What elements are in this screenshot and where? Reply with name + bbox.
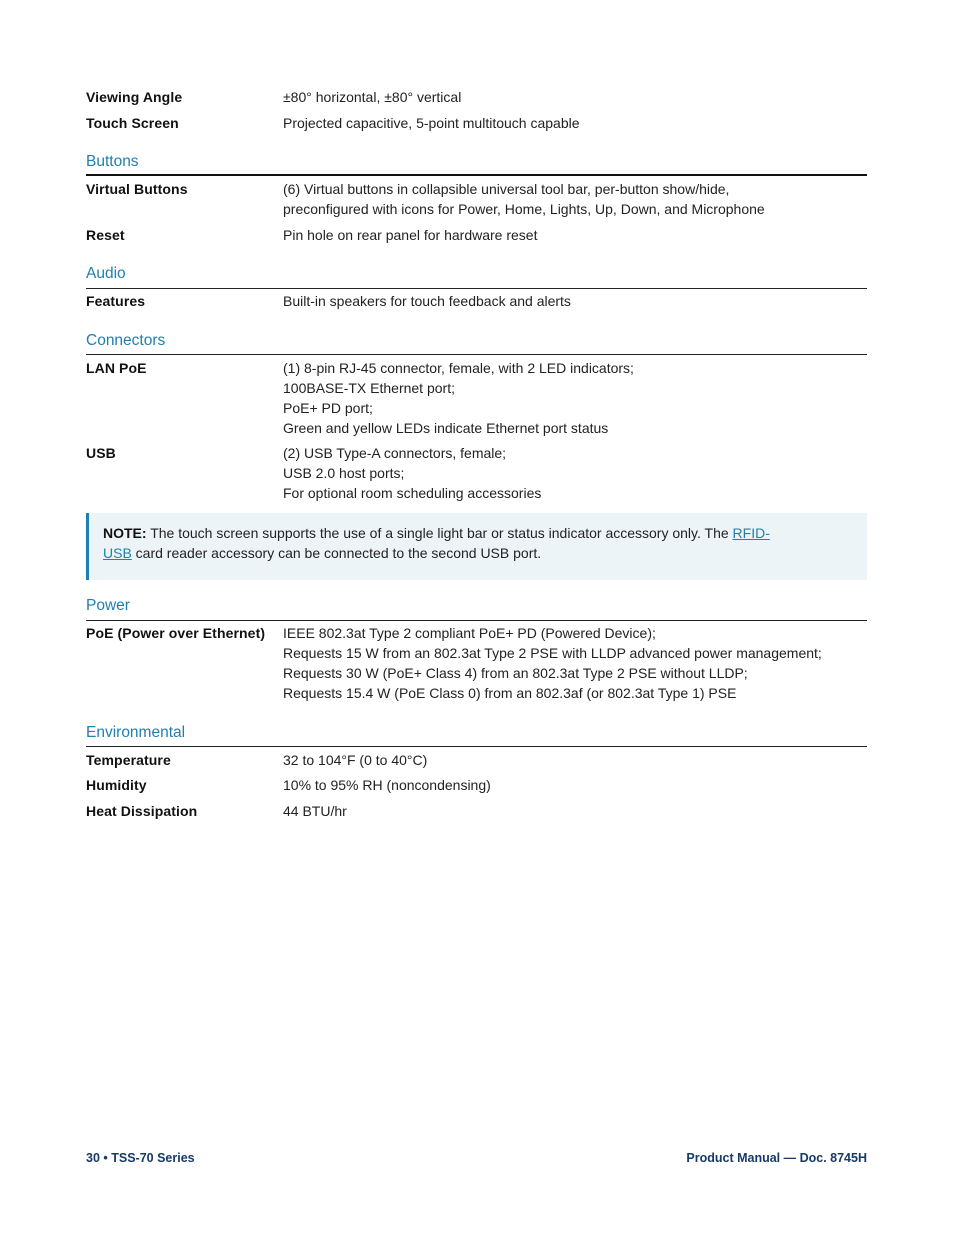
spec-value [283, 113, 867, 133]
note-label: NOTE: [103, 525, 147, 541]
spec-value-line: Built-in speakers for touch feedback and alerts [283, 293, 571, 309]
spec-value [283, 775, 867, 795]
spec-label: Features [86, 293, 146, 309]
section-rule [86, 746, 867, 747]
spec-value-line: USB 2.0 host ports; [283, 465, 405, 481]
spec-value [283, 801, 867, 821]
spec-value-line: Requests 15 W from an 802.3at Type 2 PSE with LLDP advanced power management; [283, 645, 822, 661]
spec-value-line: (2) USB Type-A connectors, female; [283, 445, 507, 461]
footer-doc-title: Product Manual — Doc. 8745H [686, 1151, 867, 1165]
note-text [103, 523, 843, 563]
spec-label: Virtual Buttons [86, 181, 188, 197]
note-box [86, 513, 867, 580]
spec-value-line: Green and yellow LEDs indicate Ethernet port status [283, 420, 609, 436]
spec-value-line: Projected capacitive, 5-point multitouch capable [283, 115, 580, 131]
section-title-buttons: Buttons [86, 153, 139, 170]
spec-label: USB [86, 445, 116, 461]
spec-label: Heat Dissipation [86, 803, 198, 819]
section-title-connectors: Connectors [86, 332, 166, 349]
spec-value [283, 750, 867, 770]
spec-value-line: IEEE 802.3at Type 2 compliant PoE+ PD (Powered Device); [283, 625, 656, 641]
section-title-audio: Audio [86, 265, 126, 282]
spec-value-line: 10% to 95% RH (noncondensing) [283, 777, 491, 793]
spec-value [283, 225, 867, 245]
spec-value-line: Pin hole on rear panel for hardware reset [283, 227, 538, 243]
spec-label: Humidity [86, 777, 147, 793]
section-rule [86, 354, 867, 355]
spec-value-line: (6) Virtual buttons in collapsible universal tool bar, per-button show/hide, [283, 181, 730, 197]
section-title-power: Power [86, 597, 130, 614]
spec-value-line: 44 BTU/hr [283, 803, 347, 819]
spec-label: Viewing Angle [86, 89, 183, 105]
spec-value [283, 87, 867, 107]
spec-value [283, 179, 867, 219]
spec-value-line: 100BASE-TX Ethernet port; [283, 380, 455, 396]
spec-value-line: ±80° horizontal, ±80° vertical [283, 89, 462, 105]
spec-value-line: Requests 15.4 W (PoE Class 0) from an 802.3af (or 802.3at Type 1) PSE [283, 685, 737, 701]
spec-label: Reset [86, 227, 125, 243]
spec-label: Touch Screen [86, 115, 179, 131]
rfid-usb-link[interactable]: RFID- [732, 525, 770, 541]
spec-value-line: For optional room scheduling accessories [283, 485, 542, 501]
spec-value-line: preconfigured with icons for Power, Home, Lights, Up, Down, and Microphone [283, 201, 765, 217]
spec-value-line: Requests 30 W (PoE+ Class 4) from an 802.3at Type 2 PSE without LLDP; [283, 665, 748, 681]
spec-value-line: (1) 8-pin RJ-45 connector, female, with 2 LED indicators; [283, 360, 634, 376]
section-rule [86, 174, 867, 176]
spec-label: LAN PoE [86, 360, 147, 376]
section-rule [86, 620, 867, 621]
note-body-part2: card reader accessory can be connected to the second USB port. [131, 545, 542, 561]
spec-value-line: 32 to 104°F (0 to 40°C) [283, 752, 428, 768]
note-body-part1: The touch screen supports the use of a single light bar or status indicator accessory only. The [146, 525, 733, 541]
section-rule [86, 288, 867, 289]
section-title-environmental: Environmental [86, 724, 186, 741]
spec-value-line: PoE+ PD port; [283, 400, 373, 416]
spec-label: PoE (Power over Ethernet) [86, 625, 266, 641]
spec-value [283, 443, 867, 503]
spec-value [283, 291, 867, 311]
rfid-usb-link-continued[interactable]: USB [103, 545, 132, 561]
spec-label: Temperature [86, 752, 171, 768]
spec-value [283, 623, 867, 703]
footer-page-number: 30 • TSS-70 Series [86, 1151, 195, 1165]
spec-value [283, 358, 867, 438]
